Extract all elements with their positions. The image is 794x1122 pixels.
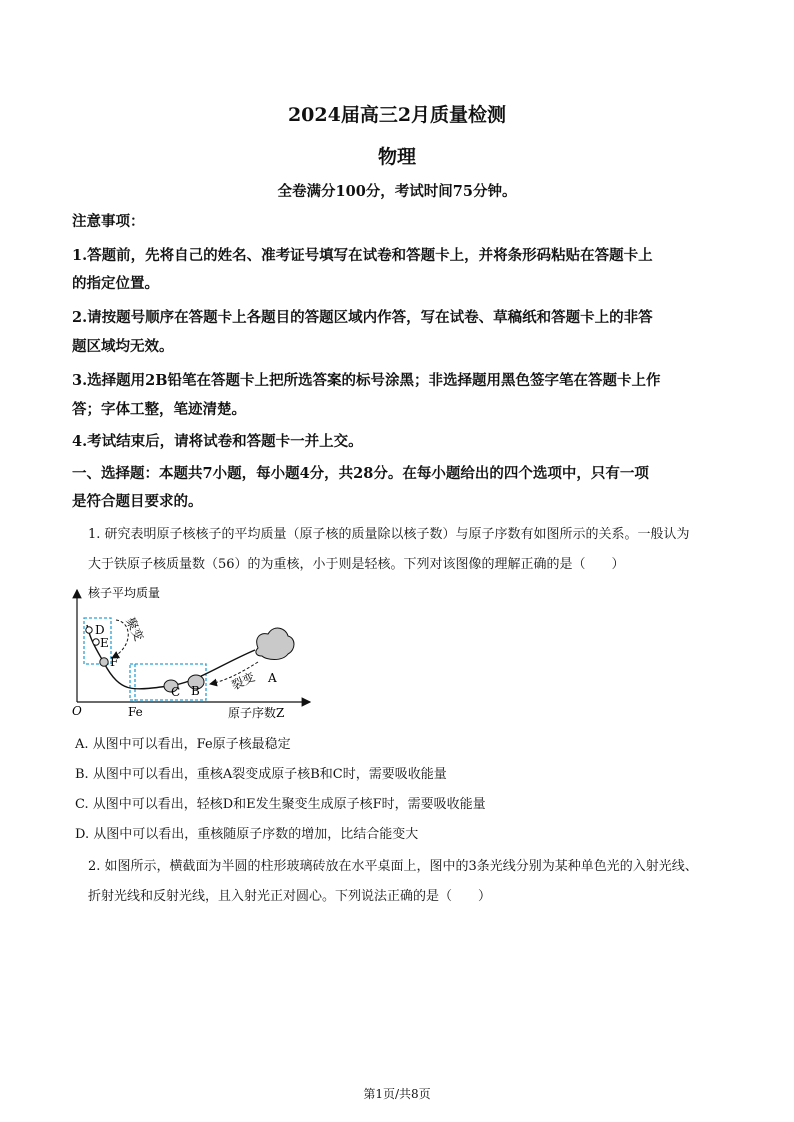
origin-label: O [72, 704, 82, 718]
question-1-option-b: B. 从图中可以看出，重核A裂变成原子核B和C时，需要吸收能量 [75, 767, 447, 782]
notice-item: 1.答题前，先将自己的姓名、准考证号填写在试卷和答题卡上，并将条形码粘贴在答题卡上 [72, 247, 653, 264]
question-1-option-a: A. 从图中可以看出，Fe原子核最稳定 [75, 737, 291, 752]
notice-item: 题区域均无效。 [72, 338, 174, 355]
nucleus-f [100, 658, 108, 666]
fe-tick-label: Fe [128, 705, 143, 719]
nucleus-e [93, 639, 99, 645]
notice-item: 的指定位置。 [72, 275, 159, 292]
point-c-label: C [171, 685, 181, 699]
question-1-stem: 1. 研究表明原子核核子的平均质量（原子核的质量除以核子数）与原子序数有如图所示的关系。一般认为 [88, 527, 690, 542]
question-2-stem-cont: 折射光线和反射光线，且入射光正对圆心。下列说法正确的是（ ） [88, 889, 492, 904]
page-title: 2024届高三2月质量检测 [287, 104, 507, 126]
notice-item: 3.选择题用2B铅笔在答题卡上把所选答案的标号涂黑；非选择题用黑色签字笔在答题卡上作 [72, 372, 661, 389]
point-e-label: E [100, 636, 109, 650]
page-number: 第1页/共8页 [363, 1087, 431, 1101]
point-d-label: D [95, 623, 105, 637]
notice-item: 答；字体工整，笔迹清楚。 [72, 401, 246, 418]
exam-duration-note: 全卷满分100分，考试时间75分钟。 [277, 183, 517, 200]
subject-title: 物理 [377, 146, 416, 168]
binding-energy-figure [60, 580, 330, 725]
question-1-stem-cont: 大于铁原子核质量数（56）的为重核，小于则是轻核。下列对该图像的理解正确的是（ ） [88, 557, 625, 572]
point-f-label: F [110, 655, 119, 669]
fission-label: 裂变 [229, 669, 258, 693]
question-1-option-c: C. 从图中可以看出，轻核D和E发生聚变生成原子核F时，需要吸收能量 [75, 797, 486, 812]
x-axis-label: 原子序数Z [228, 706, 285, 720]
notice-heading: 注意事项： [72, 213, 145, 230]
point-b-label: B [191, 684, 200, 698]
question-1-option-d: D. 从图中可以看出，重核随原子序数的增加，比结合能变大 [75, 827, 419, 842]
nucleus-d [86, 627, 92, 633]
notice-item: 4.考试结束后，请将试卷和答题卡一并上交。 [72, 433, 363, 450]
section-heading-cont: 是符合题目要求的。 [72, 493, 203, 510]
fusion-label: 聚变 [123, 615, 147, 644]
nucleus-a-rock [256, 628, 294, 659]
section-heading: 一、选择题：本题共7小题，每小题4分，共28分。在每小题给出的四个选项中，只有一项 [72, 465, 649, 482]
notice-item: 2.请按题号顺序在答题卡上各题目的答题区域内作答，写在试卷、草稿纸和答题卡上的非答 [72, 309, 653, 326]
point-a-label: A [268, 671, 277, 685]
y-axis-label: 核子平均质量 [88, 586, 161, 600]
question-2-stem: 2. 如图所示，横截面为半圆的柱形玻璃砖放在水平桌面上，图中的3条光线分别为某种单色光的入射光线、 [88, 859, 698, 874]
